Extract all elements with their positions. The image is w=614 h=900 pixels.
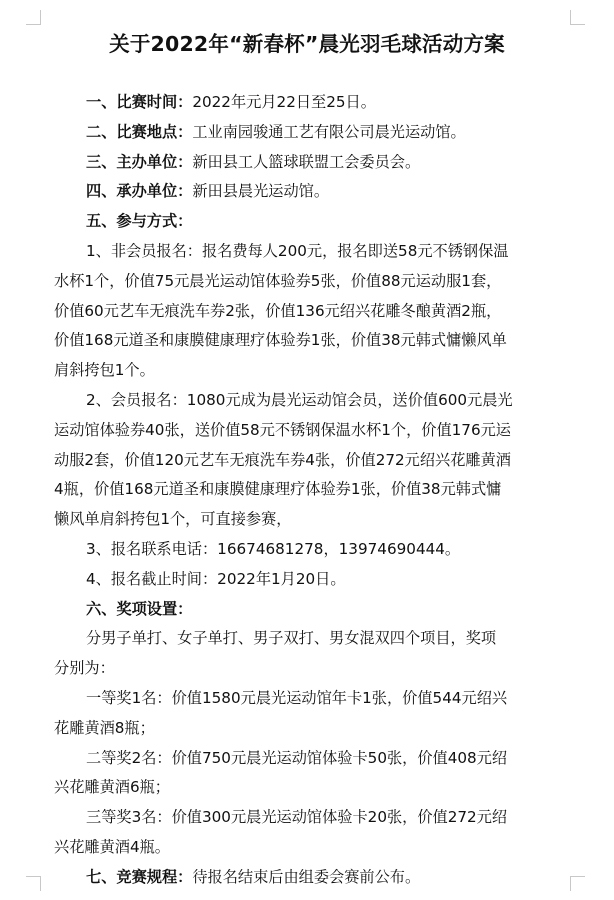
section-text: 工业南园骏通工艺有限公司晨光运动馆。 xyxy=(192,122,466,141)
section-text: 2022年元月22日至25日。 xyxy=(192,93,376,111)
section-label: 七、竞赛规程： xyxy=(86,867,193,886)
paragraph-line: 肩斜挎包1个。 xyxy=(54,361,155,380)
first-prize: 一等奖1名：价值1580元晨光运动馆年卡1张，价值544元绍兴 xyxy=(86,688,508,707)
paragraph-line: 兴花雕黄酒6瓶； xyxy=(54,778,170,797)
paragraph-line: 动服2套，价值120元艺车无痕洗车券4张，价值272元绍兴花雕黄酒 xyxy=(54,450,511,469)
crop-mark-bottom-right xyxy=(570,876,585,891)
paragraph-line: 运动馆体验券40张，送价值58元不锈钢保温水杯1个，价值176元运 xyxy=(54,420,511,439)
crop-mark-top-left xyxy=(26,10,41,25)
section-label: 三、主办单位： xyxy=(86,152,193,171)
second-prize: 二等奖2名：价值750元晨光运动馆体验卡50张，价值408元绍 xyxy=(86,748,508,767)
paragraph-line: 分男子单打、女子单打、男子双打、男女混双四个项目，奖项 xyxy=(86,629,497,648)
paragraph-line: 价值60元艺车无痕洗车券2张，价值136元绍兴花雕冬酿黄酒2瓶， xyxy=(54,301,502,320)
paragraph-line: 懒风单肩斜挎包1个，可直接参赛， xyxy=(54,510,292,529)
section-host xyxy=(54,177,570,207)
section-participation-heading xyxy=(54,207,570,237)
paragraph-line: 价值168元道圣和康膜健康理疗体验券1张，价值38元韩式慵懒风单 xyxy=(54,331,507,350)
crop-mark-top-right xyxy=(570,10,585,25)
third-prize: 三等奖3名：价值300元晨光运动馆体验卡20张，价值272元绍 xyxy=(86,808,508,827)
section-text: 新田县晨光运动馆。 xyxy=(192,182,329,201)
section-venue xyxy=(54,118,570,148)
crop-mark-bottom-left xyxy=(26,876,41,891)
document-title: 关于2022年“新春杯”晨光羽毛球活动方案 xyxy=(109,32,505,56)
section-label: 六、奖项设置： xyxy=(86,599,193,618)
paragraph-line: 4瓶，价值168元道圣和康膜健康理疗体验券1张，价值38元韩式慵 xyxy=(54,480,502,499)
document-body xyxy=(54,88,570,893)
paragraph-line: 分别为： xyxy=(54,659,115,678)
paragraph-line: 兴花雕黄酒4瓶。 xyxy=(54,837,170,856)
paragraph-line: 花雕黄酒8瓶； xyxy=(54,718,155,737)
section-label: 四、承办单位： xyxy=(86,182,193,201)
contact-phone: 3、报名联系电话：16674681278，13974690444。 xyxy=(86,539,461,558)
paragraph-line: 2、会员报名：1080元成为晨光运动馆会员，送价值600元晨光 xyxy=(86,390,513,409)
section-label: 一、比赛时间： xyxy=(86,93,193,111)
section-label: 五、参与方式： xyxy=(86,212,193,231)
section-label: 二、比赛地点： xyxy=(86,122,193,141)
paragraph-line: 水杯1个，价值75元晨光运动馆体验券5张，价值88元运动服1套， xyxy=(54,271,502,290)
section-text: 新田县工人篮球联盟工会委员会。 xyxy=(192,152,421,171)
section-time xyxy=(54,88,570,118)
section-rules xyxy=(54,863,570,893)
section-organizer xyxy=(54,148,570,178)
section-text: 待报名结束后由组委会赛前公布。 xyxy=(192,867,421,886)
paragraph-line: 1、非会员报名：报名费每人200元，报名即送58元不锈钢保温 xyxy=(86,241,509,260)
section-awards-heading xyxy=(54,595,570,625)
registration-deadline: 4、报名截止时间：2022年1月20日。 xyxy=(86,569,346,588)
